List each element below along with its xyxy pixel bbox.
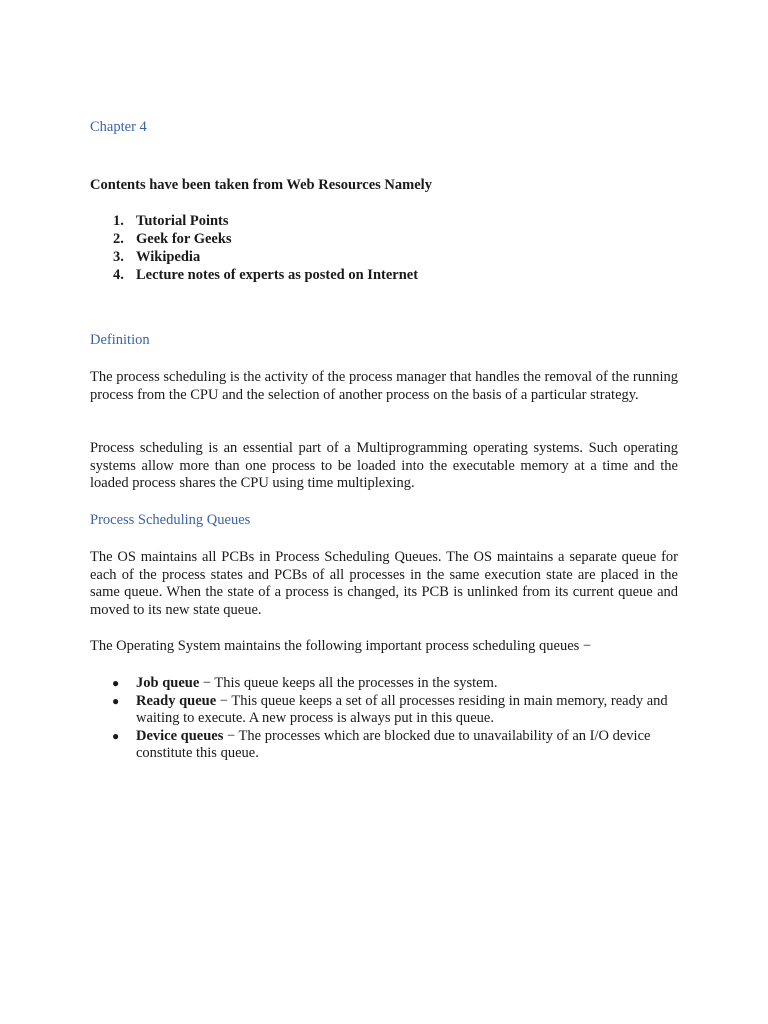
queues-paragraph-2: The Operating System maintains the following important process scheduling queues − [90,638,592,654]
list-item: 3. Wikipedia [113,249,201,265]
queues-heading: Process Scheduling Queues [90,512,251,528]
sources-intro: Contents have been taken from Web Resources Namely [90,177,432,193]
definition-paragraph-2: Process scheduling is an essential part of a Multiprogramming operating systems. Such operating systems allow more than one process to be loaded into the executable memory at a time and the loaded process shares the CPU using time multiplexing. [90,440,678,492]
queues-paragraph-1: The OS maintains all PCBs in Process Scheduling Queues. The OS maintains a separate queue for each of the process states and PCBs of all processes in the same execution state are placed in the same queue. When the state of a process is changed, its PCB is unlinked from its current queue and moved to its new state queue. [90,549,678,618]
definition-heading: Definition [90,332,150,348]
list-item: 2. Geek for Geeks [113,231,232,247]
sources-list [113,212,418,284]
list-item: ● Device queues − The processes which are blocked due to unavailability of an I/O device constitute this queue. [112,727,651,762]
chapter-label: Chapter 4 [90,119,147,135]
list-item: 4. Lecture notes of experts as posted on Internet [113,267,419,283]
bullet-icon: ● [112,693,120,708]
definition-paragraph-1: The process scheduling is the activity of the process manager that handles the removal of the running process from the CPU and the selection of another process on the basis of a particular strategy. [90,369,678,403]
list-item: 1. Tutorial Points [113,213,229,229]
queues-list [112,675,678,763]
list-item: ● Ready queue − This queue keeps a set of all processes residing in main memory, ready and waiting to execute. A new process is always put in this queue. [112,692,668,727]
bullet-icon: ● [112,728,120,743]
list-item: ● Job queue − This queue keeps all the processes in the system. [112,675,498,691]
bullet-icon: ● [112,676,120,690]
